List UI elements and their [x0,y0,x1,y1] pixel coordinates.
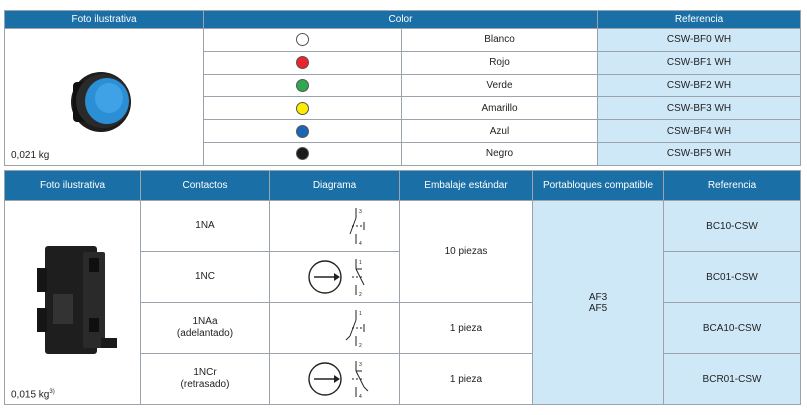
terminal-4-label: 4 [358,394,362,400]
color-dot-cell [204,120,402,143]
block-holder-af3: AF3 [588,291,608,303]
terminal-3-label: 3 [358,362,362,368]
color-name: Blanco [402,29,598,52]
terminal-4-label: 4 [358,241,362,247]
color-name: Negro [402,142,598,165]
color-name: Rojo [402,51,598,74]
color-name: Azul [402,120,598,143]
no-early-contact-diagram-icon [280,306,390,350]
block-holder-cell [533,201,664,405]
contact-type [141,252,270,303]
diagram-cell [270,201,400,252]
diagram-cell [270,354,400,405]
contact-detail: (adelantado) [176,328,234,339]
header-contacts: Contactos [141,171,270,201]
nc-contact-diagram-icon [280,255,390,299]
terminal-1-label: 1 [358,311,362,317]
color-dot-cell [204,29,402,52]
weight-label [11,389,55,400]
contact-name: 1NAa [192,316,218,327]
nc-late-contact-diagram-icon [280,357,390,401]
diagram-cell [270,252,400,303]
contact-block-image [23,238,123,368]
reference-code: CSW-BF4 WH [598,120,801,143]
terminal-2-label: 2 [358,343,362,349]
header-photo: Foto ilustrativa [5,171,141,201]
reference-code: CSW-BF5 WH [598,142,801,165]
color-dot-cell [204,74,402,97]
reference-code: BCA10-CSW [664,303,801,354]
color-dot-cell [204,51,402,74]
terminal-1-label: 1 [358,260,362,266]
product-photo-cell [5,201,141,405]
color-dot-cell [204,97,402,120]
contact-name: 1NCr [193,367,217,378]
header-packaging: Embalaje estándar [400,171,533,201]
weight-label: 0,021 kg [11,149,50,161]
black-dot-icon [296,147,309,160]
button-color-table [4,10,801,166]
footnote-marker: 3) [49,388,55,395]
no-contact-diagram-icon [280,204,390,248]
red-dot-icon [296,56,309,69]
green-dot-icon [296,79,309,92]
push-button-image [59,52,149,142]
contact-detail: (retrasado) [180,379,230,390]
packaging-cell: 10 piezas [400,201,533,303]
contact-type [141,303,270,354]
reference-code: CSW-BF0 WH [598,29,801,52]
white-dot-icon [296,33,309,46]
contact-block-table [4,170,801,405]
header-photo: Foto ilustrativa [5,11,204,29]
reference-code: CSW-BF2 WH [598,74,801,97]
header-diagram: Diagrama [270,171,400,201]
terminal-2-label: 2 [358,292,362,298]
reference-code: BC01-CSW [664,252,801,303]
header-reference: Referencia [664,171,801,201]
block-holder-af5: AF5 [588,302,608,314]
terminal-3-label: 3 [358,209,362,215]
table-row [5,29,801,52]
table-row [5,201,801,252]
color-name: Verde [402,74,598,97]
weight-value: 0,015 kg [11,389,50,400]
header-reference: Referencia [598,11,801,29]
header-color: Color [204,11,598,29]
diagram-cell [270,303,400,354]
packaging-cell: 1 pieza [400,354,533,405]
contact-type [141,201,270,252]
reference-code: CSW-BF3 WH [598,97,801,120]
contact-name: 1NC [194,271,215,282]
reference-code: BC10-CSW [664,201,801,252]
blue-dot-icon [296,125,309,138]
product-photo-cell [5,29,204,166]
packaging-cell: 1 pieza [400,303,533,354]
contact-type [141,354,270,405]
contact-name: 1NA [195,220,215,231]
color-name: Amarillo [402,97,598,120]
yellow-dot-icon [296,102,309,115]
color-dot-cell [204,142,402,165]
reference-code: CSW-BF1 WH [598,51,801,74]
reference-code: BCR01-CSW [664,354,801,405]
header-block-holder: Portabloques compatible [533,171,664,201]
